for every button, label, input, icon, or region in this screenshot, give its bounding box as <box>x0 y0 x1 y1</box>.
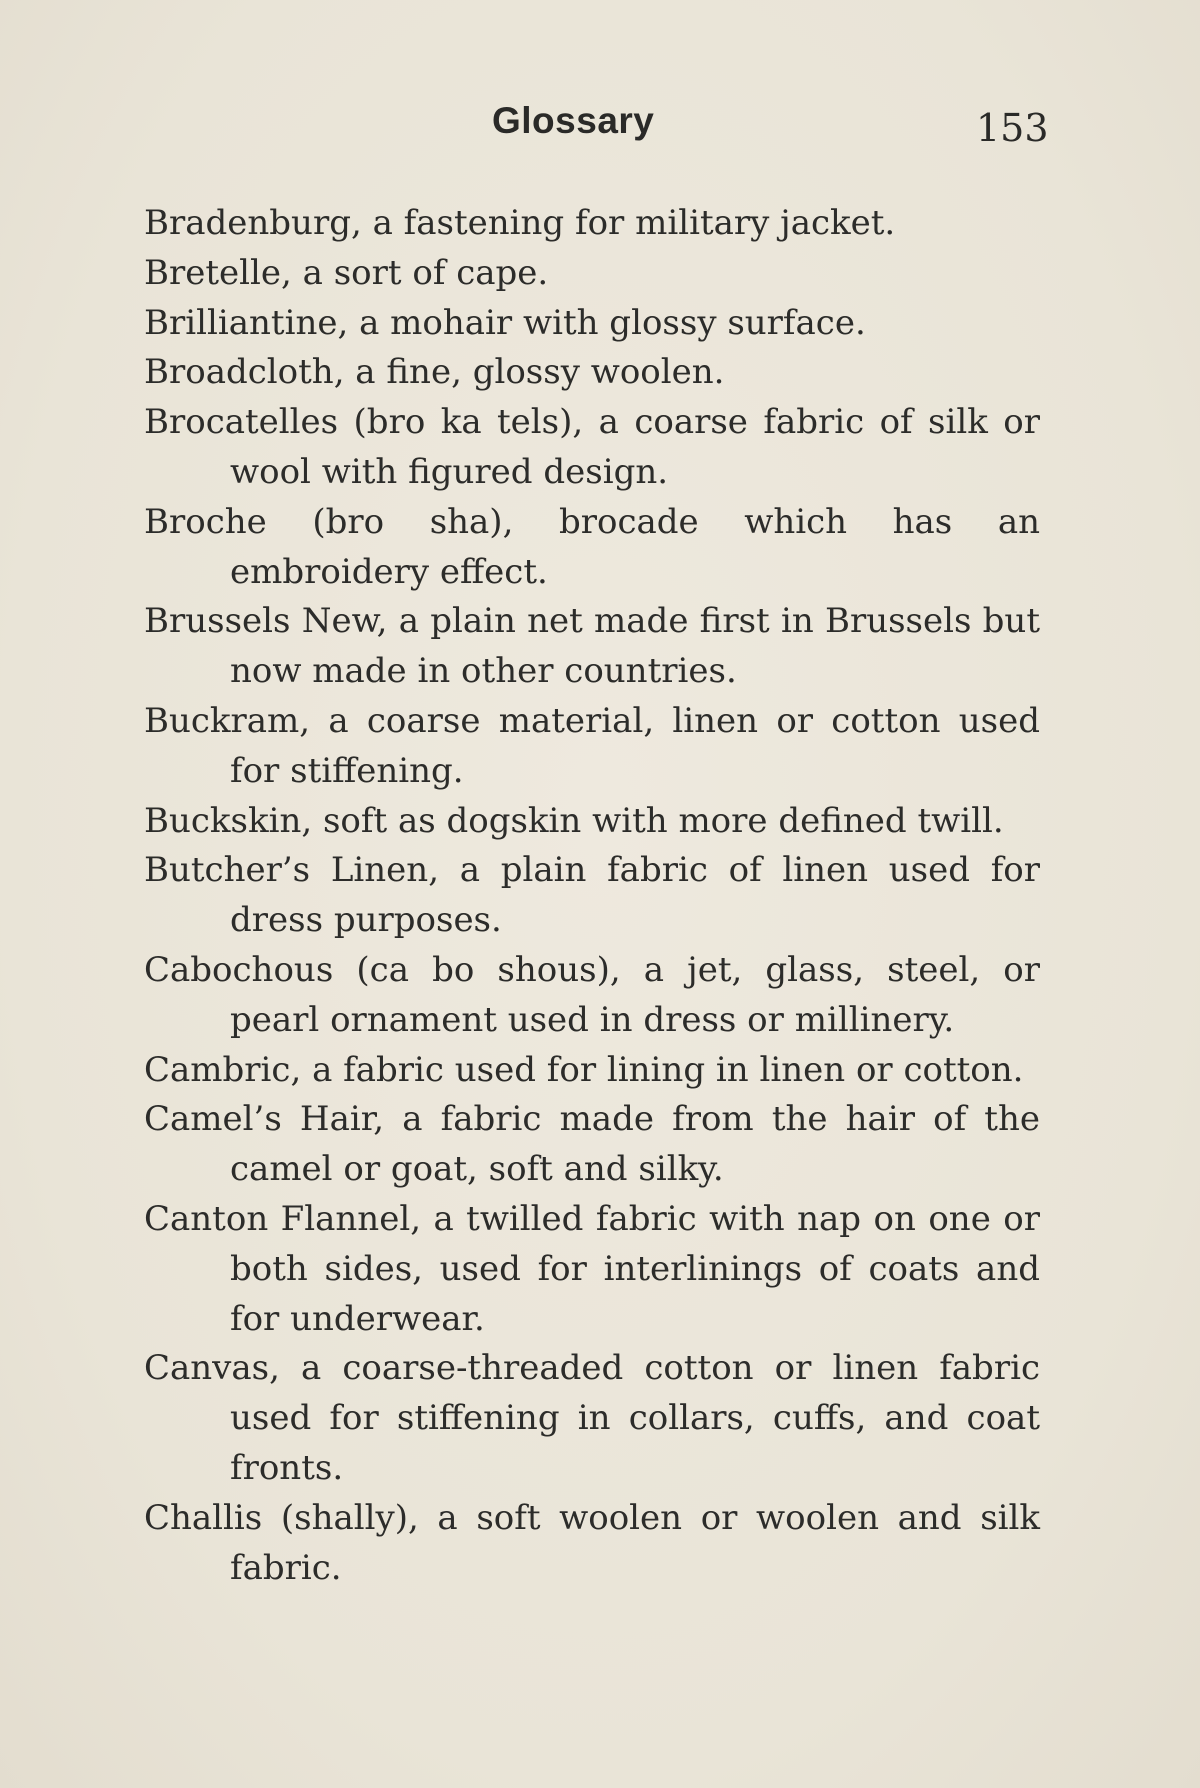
glossary-entry: Canvas, a coarse-threaded cotton or linen fabric used for stiffening in collars, cuffs, and coat fronts. <box>144 1348 1040 1488</box>
glossary-entry: Buckram, a coarse material, linen or cotton used for stiffening. <box>144 700 1040 791</box>
glossary-entry: Challis (shally), a soft woolen or woolen and silk fabric. <box>144 1497 1040 1588</box>
page-number: 153 <box>976 106 1049 150</box>
glossary-entry: Cambric, a fabric used for lining in linen or cotton. <box>144 1049 1024 1090</box>
glossary-entry: Brussels New, a plain net made first in Brussels but now made in other countries. <box>144 601 1040 692</box>
glossary-entry: Bretelle, a sort of cape. <box>144 252 549 293</box>
page-title: Glossary <box>492 100 655 141</box>
glossary-list <box>144 199 1040 1593</box>
glossary-entry: Camel’s Hair, a fabric made from the hair of the camel or goat, soft and silky. <box>144 1099 1040 1190</box>
glossary-entry: Brilliantine, a mohair with glossy surface. <box>144 302 866 343</box>
glossary-entry: Bradenburg, a fastening for military jacket. <box>144 203 896 243</box>
glossary-entry: Canton Flannel, a twilled fabric with nap on one or both sides, used for interlinings of coats and for underwear. <box>144 1198 1040 1339</box>
glossary-entry: Brocatelles (bro ka tels), a coarse fabric of silk or wool with figured design. <box>144 402 1040 492</box>
glossary-entry: Buckskin, soft as dogskin with more defined twill. <box>144 800 1004 841</box>
glossary-entry: Broadcloth, a fine, glossy woolen. <box>144 352 725 393</box>
running-head <box>0 100 1200 150</box>
glossary-entry: Butcher’s Linen, a plain fabric of linen used for dress purposes. <box>144 850 1040 941</box>
glossary-entry: Cabochous (ca bo shous), a jet, glass, steel, or pearl ornament used in dress or millinery. <box>144 949 1040 1040</box>
glossary-entry: Broche (bro sha), brocade which has an embroidery effect. <box>144 501 1040 592</box>
